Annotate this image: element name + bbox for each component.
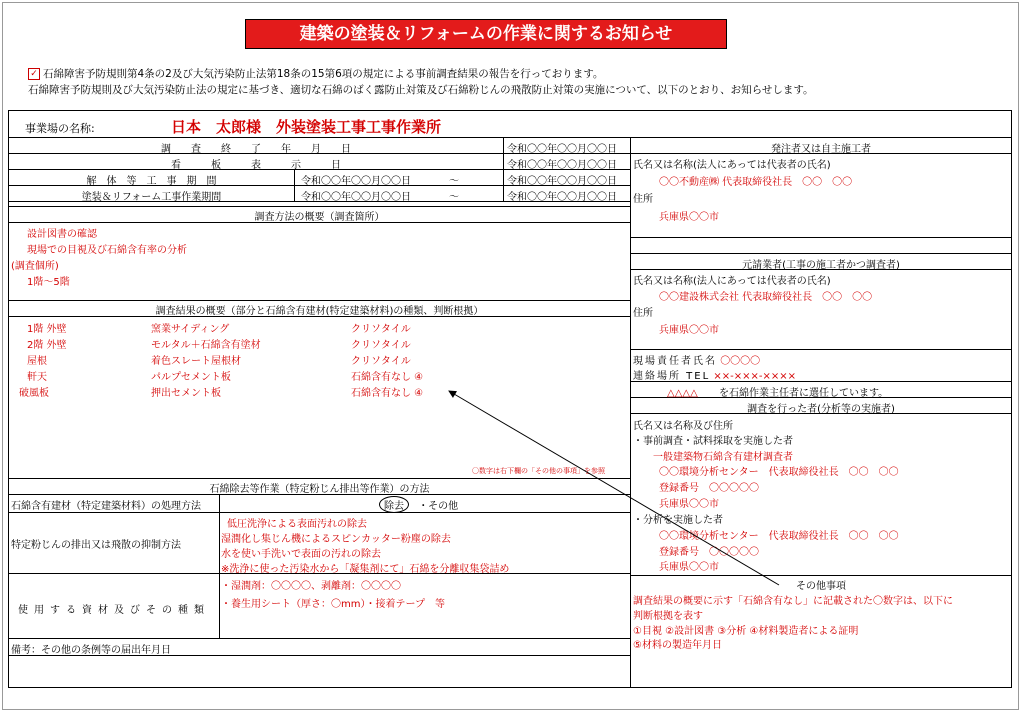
method-line-3: (調査個所) bbox=[11, 261, 59, 272]
contractor-header: 元請業者(工事の施工者かつ調査者) bbox=[742, 260, 900, 271]
reform-end: 令和〇〇年〇〇月〇〇日 bbox=[507, 192, 617, 203]
other-header: その他事項 bbox=[796, 581, 846, 592]
result-part: 軒天 bbox=[27, 372, 47, 383]
method-line-1: 設計図書の確認 bbox=[27, 229, 97, 240]
treatment-label: 石綿含有建材（特定建築材料）の処理方法 bbox=[11, 501, 201, 512]
result-part: 破風板 bbox=[19, 388, 49, 399]
pre-survey-qualification: 一般建築物石綿含有建材調査者 bbox=[653, 452, 793, 463]
treatment-selected: 除去 bbox=[379, 496, 409, 513]
other-line-4: ⑤材料の製造年月日 bbox=[633, 640, 722, 651]
result-judgment: クリソタイル bbox=[351, 340, 411, 351]
reform-start: 令和〇〇年〇〇月〇〇日 bbox=[301, 192, 411, 203]
result-material: パルプセメント板 bbox=[151, 372, 231, 383]
result-judgment: クリソタイル bbox=[351, 324, 411, 335]
contact-label: 連絡場所 TEL bbox=[633, 371, 711, 382]
pre-survey-address: 兵庫県〇〇市 bbox=[659, 499, 719, 510]
demolition-tilde: 〜 bbox=[449, 176, 459, 187]
contractor-address: 兵庫県〇〇市 bbox=[659, 325, 719, 336]
result-material: 着色スレート屋根材 bbox=[151, 356, 241, 367]
remarks: 備考：その他の条例等の届出年月日 bbox=[11, 645, 171, 656]
chief-name: △△△△ bbox=[667, 388, 698, 399]
site-label: 事業場の名称: bbox=[25, 122, 95, 135]
result-judgment: クリソタイル bbox=[351, 356, 411, 367]
sign-label: 看 板 表 示 日 bbox=[171, 160, 341, 171]
contractor-name-label: 氏名又は名称(法人にあっては代表者の氏名) bbox=[633, 276, 831, 287]
pre-survey-registration: 登録番号 〇〇〇〇〇 bbox=[659, 483, 759, 494]
pre-survey-name: 〇〇環境分析センター 代表取締役社長 〇〇 〇〇 bbox=[659, 467, 899, 478]
results-note: 〇数字は右下欄の「その他の事項」を参照 bbox=[472, 467, 605, 475]
other-line-1: 調査結果の概要に示す「石綿含有なし」に記載された〇数字は、以下に bbox=[633, 596, 953, 607]
orderer-name: 〇〇不動産㈱ 代表取締役社長 〇〇 〇〇 bbox=[659, 177, 853, 188]
orderer-header: 発注者又は自主施工者 bbox=[771, 144, 871, 155]
pre-survey-label: ・事前調査・試料採取を実施した者 bbox=[633, 436, 793, 447]
result-part: 1階 外壁 bbox=[27, 324, 67, 335]
survey-end-label: 調 査 終 了 年 月 日 bbox=[161, 144, 351, 155]
orderer-address-label: 住所 bbox=[633, 194, 653, 205]
investigator-header: 調査を行った者(分析等の実施者) bbox=[747, 404, 895, 415]
other-line-2: 判断根拠を表す bbox=[633, 611, 703, 622]
manager-label: 現場責任者氏名 bbox=[633, 356, 717, 367]
suppression-line-4: ※洗浄に使った汚染水から「凝集剤にて」石綿を分離収集袋詰め bbox=[221, 564, 510, 575]
intro-line-2: 石綿障害予防規則及び大気汚染防止法の規定に基づき、適切な石綿のばく露防止対策及び石綿粉じんの飛散防止対策の実施について、以下のとおり、お知らせします。 bbox=[28, 84, 814, 96]
materials-label: 使用する資材及びその種類 bbox=[18, 605, 210, 616]
orderer-address: 兵庫県〇〇市 bbox=[659, 212, 719, 223]
treatment-other: ・その他 bbox=[418, 501, 459, 512]
contact-tel: ××-×××-×××× bbox=[713, 371, 797, 382]
result-part: 2階 外壁 bbox=[27, 340, 67, 351]
removal-header: 石綿除去等作業（特定粉じん排出等作業）の方法 bbox=[209, 484, 430, 495]
survey-end-date: 令和〇〇年〇〇月〇〇日 bbox=[507, 144, 617, 155]
reform-label: 塗装＆リフォーム工事作業期間 bbox=[81, 192, 222, 203]
sign-value: 令和〇〇年〇〇月〇〇日 bbox=[507, 160, 617, 171]
method-line-4: 1階〜5階 bbox=[27, 277, 70, 288]
reference-arrow bbox=[9, 111, 1011, 687]
materials-line-1: ・湿潤剤：〇〇〇〇、剥離剤：〇〇〇〇 bbox=[221, 581, 401, 592]
site-name: 日本 太郎様 外装塗装工事工事作業所 bbox=[171, 118, 442, 136]
orderer-name-label: 氏名又は名称(法人にあっては代表者の氏名) bbox=[633, 160, 831, 171]
checkmark-icon: ✓ bbox=[28, 68, 40, 80]
intro-line-1 bbox=[28, 66, 603, 81]
analysis-label: ・分析を実施した者 bbox=[633, 515, 723, 526]
contractor-name: 〇〇建設株式会社 代表取締役社長 〇〇 〇〇 bbox=[659, 292, 873, 303]
result-material: モルタル＋石綿含有塗材 bbox=[151, 340, 261, 351]
intro-text-1: 石綿障害予防規則第4条の2及び大気汚染防止法第18条の15第6項の規定による事前調査結果の報告を行っております。 bbox=[43, 68, 604, 80]
contractor-address-label: 住所 bbox=[633, 308, 653, 319]
result-judgment: 石綿含有なし ④ bbox=[351, 372, 424, 383]
other-line-3: ①目視 ②設計図書 ③分析 ④材料製造者による証明 bbox=[633, 626, 859, 637]
materials-line-2: ・養生用シート（厚さ：〇mm）・接着テープ 等 bbox=[221, 599, 445, 610]
method-header: 調査方法の概要（調査箇所） bbox=[254, 212, 385, 223]
suppression-line-1: 低圧洗浄による表面汚れの除去 bbox=[227, 519, 367, 530]
demolition-label: 解 体 等 工 事 期 間 bbox=[86, 176, 217, 187]
results-header: 調査結果の概要（部分と石綿含有建材(特定建築材料)の種類、判断根拠） bbox=[155, 306, 484, 317]
demolition-start: 令和〇〇年〇〇月〇〇日 bbox=[301, 176, 411, 187]
demolition-end: 令和〇〇年〇〇月〇〇日 bbox=[507, 176, 617, 187]
investigator-name-label: 氏名又は名称及び住所 bbox=[633, 421, 733, 432]
result-material: 押出セメント板 bbox=[151, 388, 221, 399]
suppression-label: 特定粉じんの排出又は飛散の抑制方法 bbox=[11, 540, 181, 551]
reform-tilde: 〜 bbox=[449, 192, 459, 203]
analysis-address: 兵庫県〇〇市 bbox=[659, 562, 719, 573]
analysis-registration: 登録番号 〇〇〇〇〇 bbox=[659, 547, 759, 558]
page-title: 建築の塗装＆リフォームの作業に関するお知らせ bbox=[245, 19, 727, 49]
method-line-2: 現場での目視及び石綿含有率の分析 bbox=[27, 245, 187, 256]
manager-name: 〇〇〇〇 bbox=[720, 356, 761, 367]
notice-table bbox=[8, 110, 1012, 688]
suppression-line-2: 湿潤化し集じん機によるスピンカッター粉塵の除去 bbox=[221, 534, 451, 545]
suppression-line-3: 水を使い手洗いで表面の汚れの除去 bbox=[221, 549, 381, 560]
result-material: 窯業サイディング bbox=[151, 324, 230, 335]
chief-text: を石綿作業主任者に選任しています。 bbox=[718, 388, 889, 399]
result-judgment: 石綿含有なし ④ bbox=[351, 388, 424, 399]
analysis-name: 〇〇環境分析センター 代表取締役社長 〇〇 〇〇 bbox=[659, 531, 899, 542]
result-part: 屋根 bbox=[27, 356, 47, 367]
